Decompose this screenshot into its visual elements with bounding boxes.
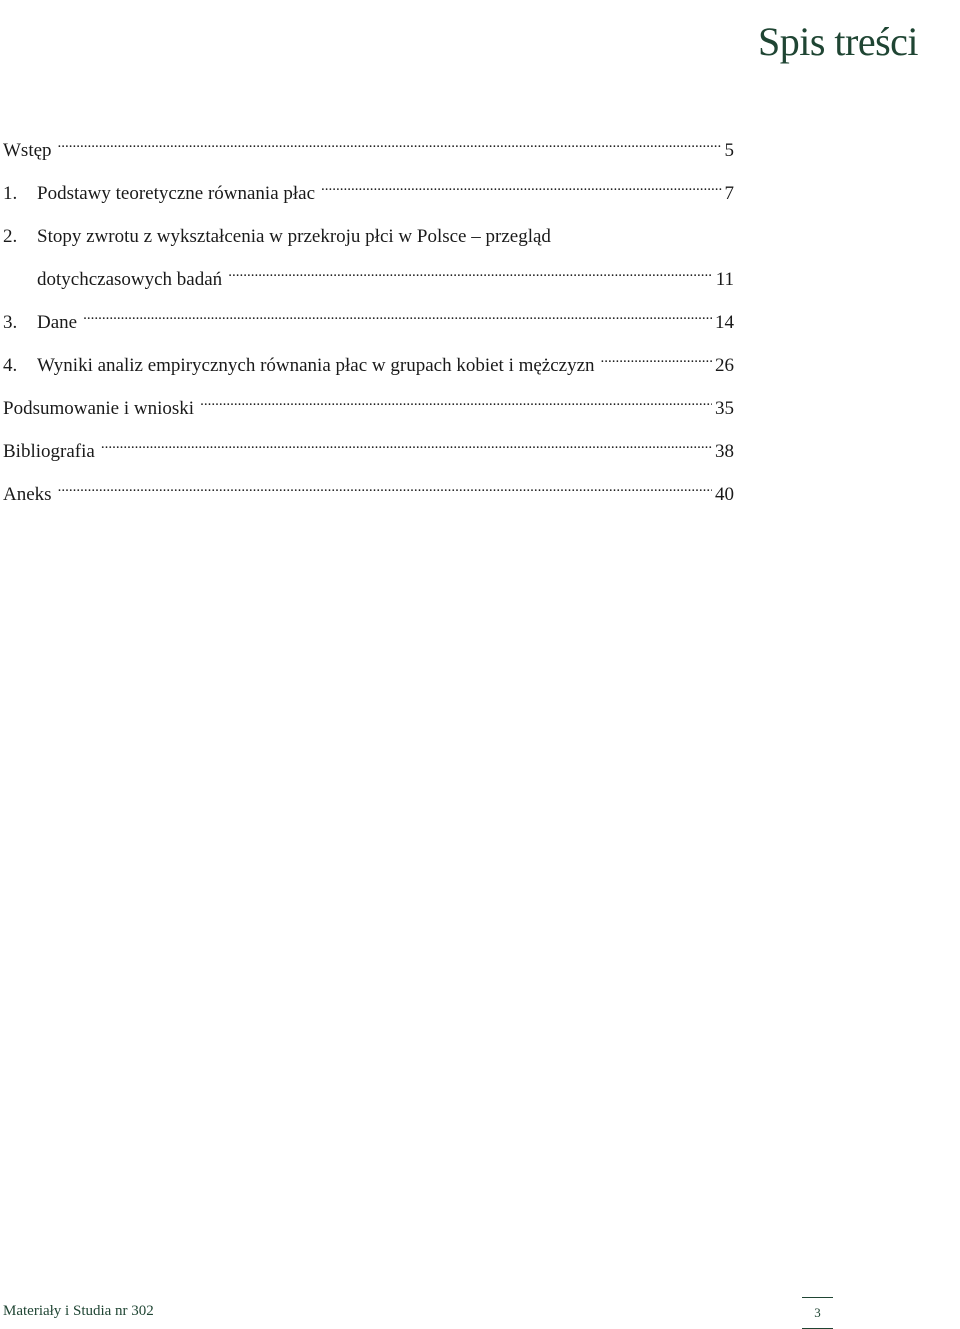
toc-entry-text: Podstawy teoretyczne równania płac	[37, 183, 316, 204]
toc-entry-text: Podsumowanie i wnioski	[3, 398, 195, 419]
toc-leader-dots	[58, 480, 712, 500]
toc-leader-dots	[601, 351, 712, 371]
toc-entry-text: Bibliografia	[3, 441, 95, 462]
toc-entry-bibliography[interactable]	[3, 437, 734, 480]
toc-entry-page: 7	[724, 183, 734, 204]
toc-entry-number: 2.	[3, 226, 18, 247]
toc-entry-page: 40	[715, 484, 734, 505]
page-title: Spis treści	[757, 19, 918, 64]
toc-entry-page: 26	[715, 355, 734, 376]
toc-entry-text: Dane	[37, 312, 78, 333]
toc-entry-number: 1.	[3, 183, 18, 204]
toc-entry-number: 3.	[3, 312, 18, 333]
footer-page-number: 3	[802, 1297, 833, 1329]
toc-entry-page: 5	[724, 140, 734, 161]
toc-leader-dots	[228, 265, 713, 285]
table-of-contents	[3, 136, 734, 523]
toc-leader-dots	[58, 136, 722, 156]
toc-entry-page: 35	[715, 398, 734, 419]
toc-leader-dots	[83, 308, 712, 328]
toc-entry-introduction[interactable]	[3, 136, 734, 179]
toc-entry-text: dotychczasowych badań	[37, 269, 223, 290]
toc-entry-chapter-3[interactable]	[3, 308, 734, 351]
toc-entry-page: 14	[715, 312, 734, 333]
toc-entry-text: Wstęp	[3, 140, 52, 161]
toc-leader-dots	[321, 179, 721, 199]
toc-leader-dots	[200, 394, 712, 414]
toc-entry-chapter-2[interactable]	[3, 222, 734, 265]
toc-entry-text: Aneks	[3, 484, 52, 505]
footer-series-title: Materiały i Studia nr 302	[3, 1303, 154, 1319]
toc-entry-summary[interactable]	[3, 394, 734, 437]
toc-leader-dots	[101, 437, 712, 457]
toc-entry-number: 4.	[3, 355, 18, 376]
toc-entry-page: 11	[715, 269, 734, 290]
toc-entry-annex[interactable]	[3, 480, 734, 523]
toc-entry-chapter-1[interactable]	[3, 179, 734, 222]
toc-entry-page: 38	[715, 441, 734, 462]
toc-entry-chapter-4[interactable]	[3, 351, 734, 394]
toc-entry-text: Stopy zwrotu z wykształcenia w przekroju płci w Polsce – przegląd	[37, 226, 551, 247]
toc-entry-text: Wyniki analiz empirycznych równania płac w grupach kobiet i mężczyzn	[37, 355, 595, 376]
toc-entry-chapter-2-continued[interactable]	[3, 265, 734, 308]
